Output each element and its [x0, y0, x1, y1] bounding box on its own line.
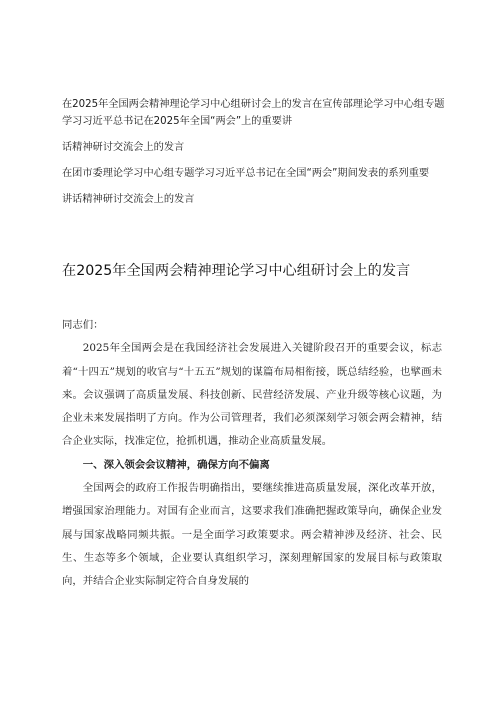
toc-item-1-line-1[interactable]: 在2025年全国两会精神理论学习中心组研讨会上的发言在宣传部理论学习中心组专题	[62, 99, 445, 110]
document-body	[62, 314, 442, 594]
toc-item-2-line-2[interactable]: 讲话精神研讨交流会上的发言	[62, 194, 195, 205]
toc-item-2-line-1[interactable]: 在团市委理论学习中心组专题学习习近平总书记在全国“两会”期间发表的系列重要	[62, 168, 430, 179]
toc-spacer	[62, 182, 447, 191]
toc-item-1-line-3[interactable]: 话精神研讨交流会上的发言	[62, 142, 185, 153]
table-of-contents	[62, 96, 447, 208]
section-heading-1: 一、深入领会会议精神，确保方向不偏离	[82, 458, 270, 471]
paragraph-2: 全国两会的政府工作报告明确指出，要继续推进高质量发展，深化改革开放，增强国家治理能力。对国有企业而言，这要求我们准确把握政策导向，确保企业发展与国家战略同频共振。一是全面学习政策要求。两会精神涉及经济、社会、民生、生态等多个领域，企业要认真组织学习，深刻理解国家的发展目标与政策取向，并结合企业实际制定符合自身发展的	[62, 482, 442, 588]
document-title: 在2025年全国两会精神理论学习中心组研讨会上的发言	[62, 263, 411, 279]
paragraph-1: 2025年全国两会是在我国经济社会发展进入关键阶段召开的重要会议，标志着“十四五”规划的收官与“十五五”规划的谋篇布局相衔接，既总结经验，也擘画未来。会议强调了高质量发展、科技创新、民营经济发展、产业升级等核心议题，为企业未来发展指明了方向。作为公司管理者，我们必须深刻学习领会两会精神，结合企业实际，找准定位，抢抓机遇，推动企业高质量发展。	[62, 342, 442, 448]
salutation: 同志们：	[62, 319, 104, 331]
toc-spacer	[62, 156, 447, 165]
toc-spacer	[62, 130, 447, 139]
toc-item-1-line-2[interactable]: 学习习近平总书记在2025年全国“两会”上的重要讲	[62, 116, 293, 127]
